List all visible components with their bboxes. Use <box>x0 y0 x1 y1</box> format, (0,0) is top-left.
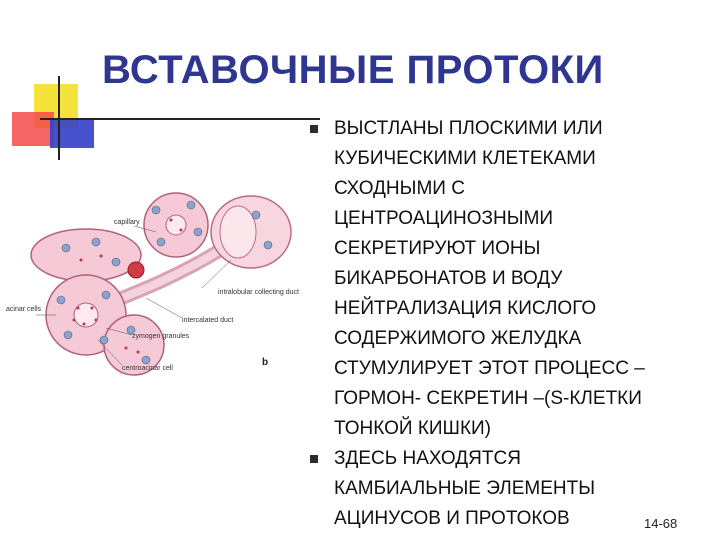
label-acinar-cells: acinar cells <box>6 306 42 313</box>
slide-number: 14-68 <box>644 516 678 531</box>
acinus-upper-lumen <box>166 215 186 235</box>
bullet-line <box>308 324 708 354</box>
bullet-text: ГОРМОН- СЕКРЕТИН –(S-КЛЕТКИ <box>334 388 642 409</box>
bullet-text: СТУМУЛИРУЕТ ЭТОТ ПРОЦЕСС – <box>334 358 645 379</box>
bullet-list <box>308 114 708 534</box>
acinus-left <box>31 229 141 281</box>
bullet-text: СХОДНЫМИ С <box>334 178 465 199</box>
bullet-line <box>308 414 708 444</box>
bullet-line <box>308 474 708 504</box>
bullet-text: НЕЙТРАЛИЗАЦИЯ КИСЛОГО <box>334 298 597 319</box>
capillary-cell <box>128 262 144 278</box>
bullet-text: КАМБИАЛЬНЫЕ ЭЛЕМЕНТЫ <box>334 478 596 499</box>
decor-blue-square <box>50 120 94 148</box>
bullet-text: СЕКРЕТИРУЮТ ИОНЫ <box>334 238 541 259</box>
bullet-text: ТОНКОЙ КИШКИ) <box>334 418 492 439</box>
bullet-text: ЗДЕСЬ НАХОДЯТСЯ <box>334 448 521 469</box>
bullet-text: СОДЕРЖИМОГО ЖЕЛУДКА <box>334 328 582 349</box>
bullet-line <box>308 114 708 144</box>
bullet-line <box>308 174 708 204</box>
pancreas-acinus-illustration <box>6 170 306 400</box>
label-zymogen-granules: zymogen granules <box>132 333 190 340</box>
bullet-marker-icon <box>310 455 318 463</box>
bullet-text: ЦЕНТРОАЦИНОЗНЫМИ <box>334 208 554 229</box>
bullet-text: ВЫСТЛАНЫ ПЛОСКИМИ ИЛИ <box>334 118 603 139</box>
decor-horizontal-line <box>40 118 320 120</box>
bullet-line <box>308 144 708 174</box>
label-intercalated-duct: intercalated duct <box>182 317 234 324</box>
bullet-line <box>308 384 708 414</box>
bullet-line <box>308 234 708 264</box>
label-capillary: capillary <box>114 219 140 226</box>
label-intralobular-duct: intralobular collecting duct <box>218 289 299 296</box>
bullet-line <box>308 264 708 294</box>
bullet-text: БИКАРБОНАТОВ И ВОДУ <box>334 268 563 289</box>
bullet-text: КУБИЧЕСКИМИ КЛЕТЕКАМИ <box>334 148 596 169</box>
bullet-marker-icon <box>310 125 318 133</box>
label-centroacinar-cell: centroacinar cell <box>122 365 173 372</box>
slide-title: ВСТАВОЧНЫЕ ПРОТОКИ <box>102 48 604 92</box>
bullet-line <box>308 444 708 474</box>
bullet-text: АЦИНУСОВ И ПРОТОКОВ <box>334 508 570 529</box>
bullet-line <box>308 204 708 234</box>
label-panel-b: b <box>262 357 269 368</box>
bullet-line <box>308 294 708 324</box>
bullet-line <box>308 354 708 384</box>
collecting-duct-lumen <box>220 206 256 258</box>
